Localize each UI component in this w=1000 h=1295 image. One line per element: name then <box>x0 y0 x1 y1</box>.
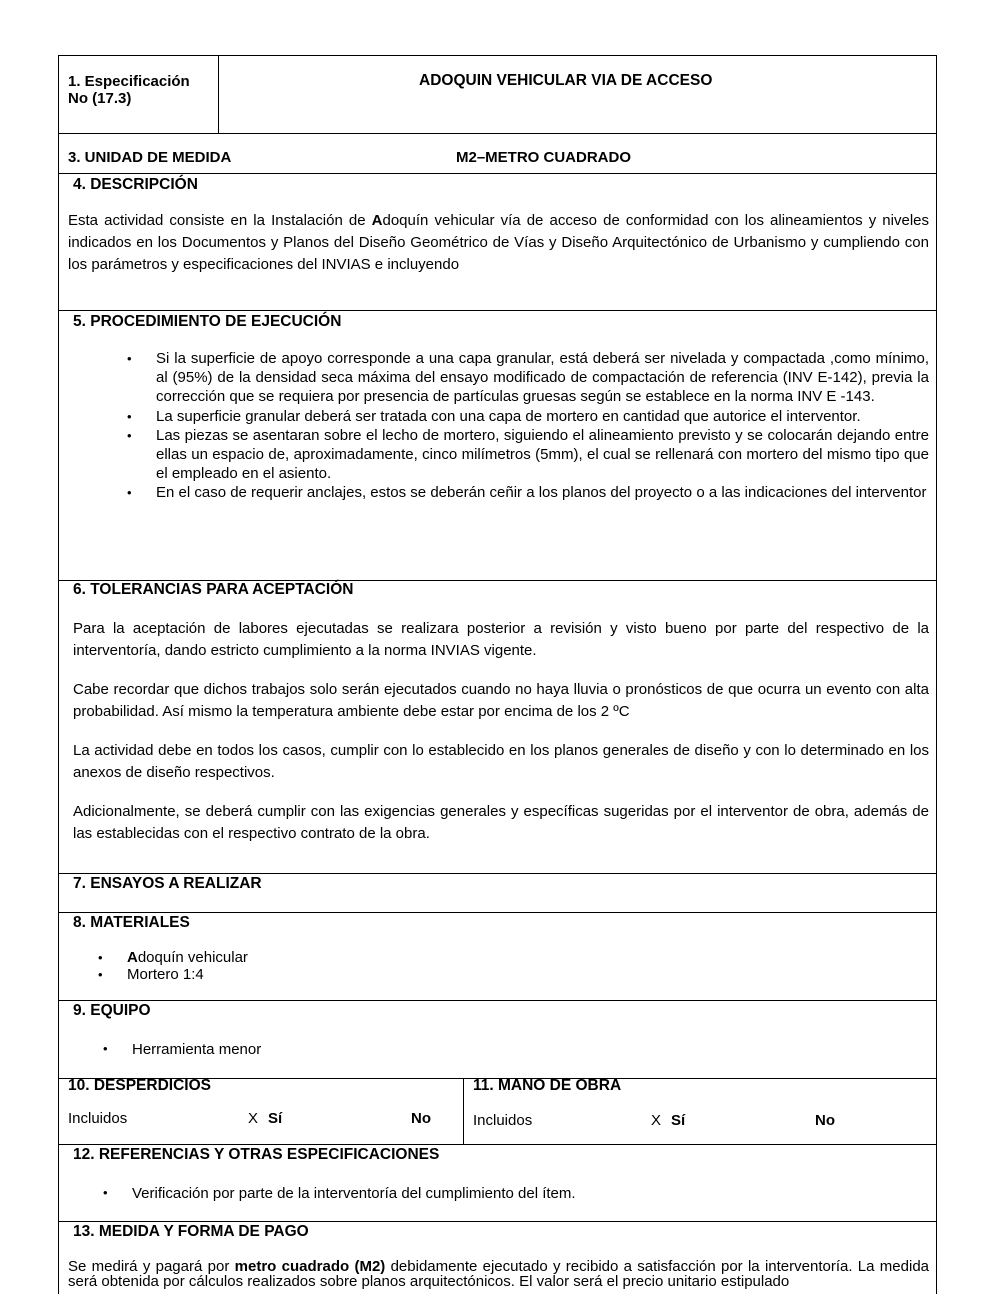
list-item: • Si la superficie de apoyo corresponde a una capa granular, está deberá ser nivelada y compactada ,como mínimo, al (95%) de la densidad seca máxima del ensayo modificado de compactación de referencia (INV E-142), previa la corrección que se requiera por presencia de partículas gruesas según se establece en la norma INV E -143. <box>127 350 929 406</box>
materials-heading: 8. MATERIALES <box>73 914 190 931</box>
references-section <box>59 1145 936 1222</box>
materials-section <box>59 913 936 1001</box>
list-item: • La superficie granular deberá ser tratada con una capa de mortero en cantidad que autorice el interventor. <box>127 407 861 425</box>
bullet-icon: • <box>103 1185 108 1200</box>
list-item: • En el caso de requerir anclajes, estos se deberán ceñir a los planos del proyecto o a las indicaciones del interventor <box>127 484 927 502</box>
waste-cell <box>59 1079 464 1144</box>
tolerances-paragraph: Cabe recordar que dichos trabajos solo serán ejecutados cuando no haya lluvia o pronósticos de que ocurra un evento con alta probabilidad. Así mismo la temperatura ambiente debe estar por encima de los 2 ºC <box>73 681 929 720</box>
labor-mark: X <box>651 1112 662 1129</box>
bullet-icon: • <box>103 1041 108 1056</box>
spec-title: ADOQUIN VEHICULAR VIA DE ACCESO <box>419 72 713 89</box>
tests-heading: 7. ENSAYOS A REALIZAR <box>73 875 262 892</box>
tolerances-paragraph: Adicionalmente, se deberá cumplir con las exigencias generales y específicas sugeridas por el interventor de obra, además de las establecidas con el respectivo contrato de la obra. <box>73 803 929 842</box>
list-item: • Las piezas se asentaran sobre el lecho de mortero, siguiendo el alineamiento previsto y se colocarán dejando entre ellas un espacio de, aproximadamente, cinco milímetros (5mm), el cual se rellenará con mortero del mismo tipo que el empleado en el asiento. <box>127 426 929 483</box>
bullet-icon: • <box>98 967 103 982</box>
list-item: • Mortero 1:4 <box>98 966 204 983</box>
tolerances-heading: 6. TOLERANCIAS PARA ACEPTACIÓN <box>73 581 354 598</box>
spec-number-cell <box>59 56 219 133</box>
spec-number-value: No (17.3) <box>68 90 132 107</box>
payment-heading: 13. MEDIDA Y FORMA DE PAGO <box>73 1223 309 1240</box>
waste-included-label: Incluidos <box>68 1110 128 1127</box>
description-section <box>59 174 936 311</box>
description-heading: 4. DESCRIPCIÓN <box>73 176 198 193</box>
tolerances-paragraph: La actividad debe en todos los casos, cumplir con lo establecido en los planos generales de diseño y con lo determinado en los anexos de diseño respectivos. <box>73 742 929 781</box>
procedure-section <box>59 311 936 581</box>
bullet-icon: • <box>98 950 103 965</box>
labor-no: No <box>815 1112 835 1129</box>
labor-heading: 11. MANO DE OBRA <box>473 1077 622 1094</box>
payment-text: Se medirá y pagará por metro cuadrado (M2) debidamente ejecutado y recibido a satisfacción por la interventoría. La medida será obtenida por cálculos realizados sobre planos arquitectónicos. El valor será el precio unitario estipulado <box>68 1258 929 1290</box>
list-item: • Herramienta menor <box>103 1041 262 1058</box>
labor-included-label: Incluidos <box>473 1112 533 1129</box>
bullet-icon: • <box>127 427 132 443</box>
description-text: Esta actividad consiste en la Instalación de Adoquín vehicular vía de acceso de conformidad con los alineamientos y niveles indicados en los Documentos y Planos del Diseño Geométrico de Vías y Diseño Arquitectónico de Urbanismo y cumpliendo con los parámetros y especificaciones del INVIAS e incluyendo <box>68 212 929 273</box>
equipment-section <box>59 1001 936 1079</box>
waste-no: No <box>411 1110 431 1127</box>
bullet-icon: • <box>127 351 132 366</box>
payment-section <box>59 1222 936 1295</box>
list-item: • Adoquín vehicular <box>98 949 248 966</box>
spec-number-label: 1. Especificación <box>68 73 190 90</box>
waste-mark: X <box>248 1110 259 1127</box>
tolerances-section <box>59 581 936 874</box>
unit-row <box>59 134 936 174</box>
tests-section <box>59 874 936 913</box>
specification-sheet <box>58 55 937 1294</box>
waste-labor-row <box>59 1079 936 1145</box>
bullet-icon: • <box>127 485 132 501</box>
list-item: • Verificación por parte de la interventoría del cumplimiento del ítem. <box>103 1185 576 1202</box>
labor-yes: Sí <box>671 1112 686 1129</box>
waste-heading: 10. DESPERDICIOS <box>68 1077 211 1094</box>
procedure-heading: 5. PROCEDIMIENTO DE EJECUCIÓN <box>73 313 342 330</box>
unit-value: M2–METRO CUADRADO <box>456 149 632 166</box>
procedure-list <box>127 349 929 503</box>
materials-list <box>98 949 248 983</box>
tolerances-paragraph: Para la aceptación de labores ejecutadas se realizara posterior a revisión y visto bueno por parte del respectivo de la interventoría, dando estricto cumplimiento a la norma INVIAS vigente. <box>73 620 929 659</box>
bullet-icon: • <box>127 408 132 424</box>
waste-yes: Sí <box>268 1110 283 1127</box>
references-heading: 12. REFERENCIAS Y OTRAS ESPECIFICACIONES <box>73 1146 440 1163</box>
spec-header-row <box>59 56 936 134</box>
unit-label: 3. UNIDAD DE MEDIDA <box>68 149 232 166</box>
equipment-heading: 9. EQUIPO <box>73 1002 151 1019</box>
